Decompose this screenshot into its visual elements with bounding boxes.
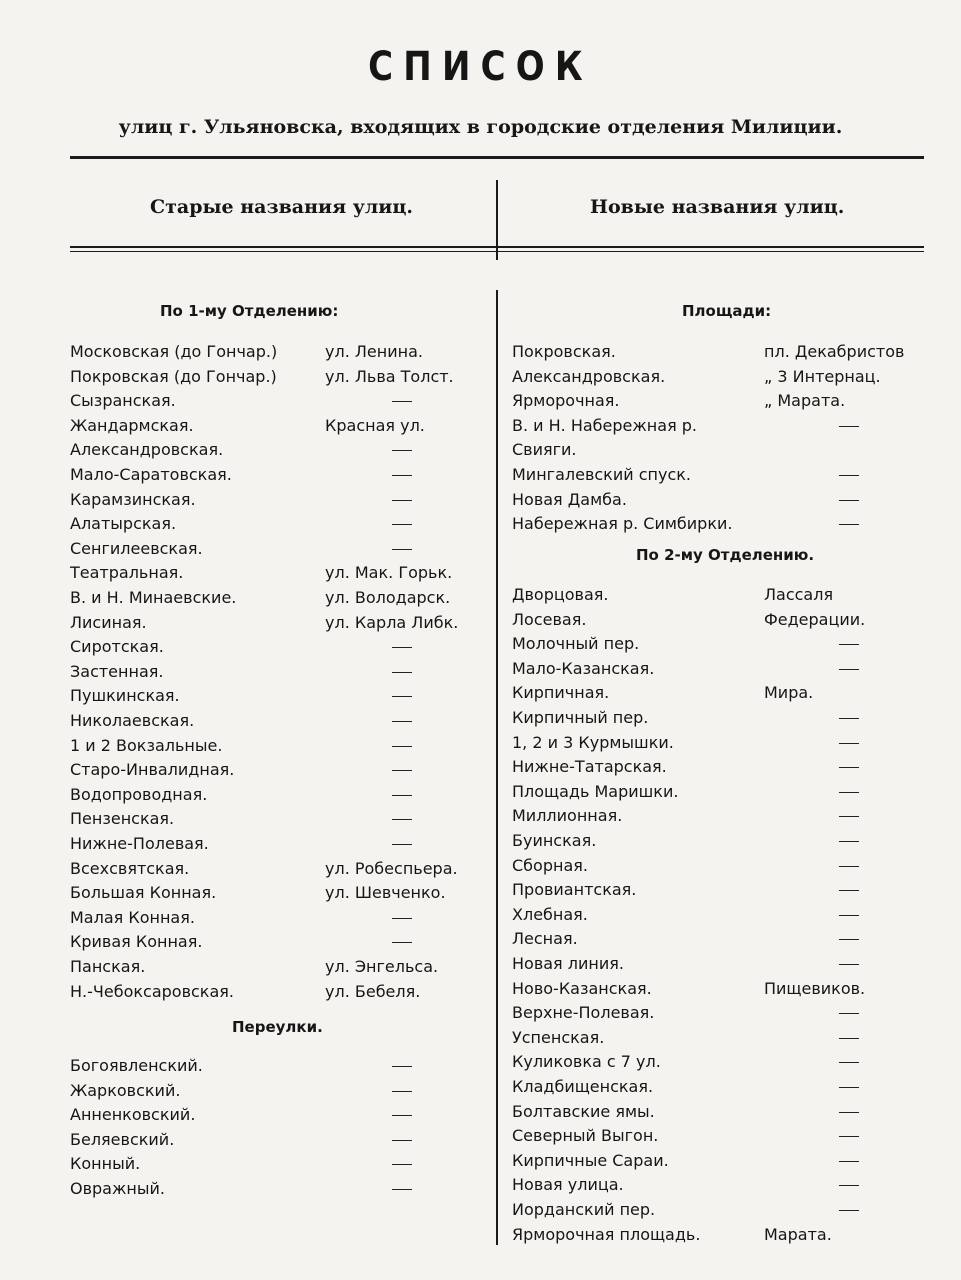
old-street-name: Панская. xyxy=(70,957,146,976)
old-street-name: Свияги. xyxy=(512,440,577,460)
new-street-name: „ Марата. xyxy=(764,391,846,411)
unchanged-dash xyxy=(392,746,412,747)
old-street-name: Мало-Казанская. xyxy=(512,658,655,678)
header-old-names: Старые названия улиц. xyxy=(150,196,414,218)
old-street-name: Н.-Чебоксаровская. xyxy=(70,981,234,1001)
old-street-name: Кривая Конная. xyxy=(70,932,203,952)
new-street-name: ул. Володарск. xyxy=(325,588,451,607)
old-street-name: Болтавские ямы. xyxy=(512,1101,655,1121)
old-street-name: Мало-Саратовская. xyxy=(70,465,232,484)
old-street-name: Хлебная. xyxy=(512,904,588,924)
unchanged-dash xyxy=(392,475,412,476)
old-street-name: Николаевская. xyxy=(70,711,195,730)
new-street-name: ул. Ленина. xyxy=(325,342,423,361)
page-title: СПИСОК xyxy=(368,44,593,90)
old-street-name: Большая Конная. xyxy=(70,883,217,903)
unchanged-dash xyxy=(839,743,859,744)
old-street-name: Жандармская. xyxy=(70,415,194,435)
header-new-names: Новые названия улиц. xyxy=(590,196,845,218)
old-street-name: Мингалевский спуск. xyxy=(512,465,691,484)
unchanged-dash xyxy=(392,696,412,697)
unchanged-dash xyxy=(839,939,859,940)
right-section-1-heading: Площади: xyxy=(682,302,772,320)
old-street-name: Александровская. xyxy=(70,440,224,460)
old-street-name: Буинская. xyxy=(512,831,597,850)
old-street-name: Ярморочная площадь. xyxy=(512,1224,701,1244)
new-street-name: ул. Робеспьера. xyxy=(325,858,458,878)
left-section-2-heading: Переулки. xyxy=(232,1018,323,1036)
unchanged-dash xyxy=(839,792,859,793)
old-street-name: Застенная. xyxy=(70,661,164,681)
new-street-name: Пищевиков. xyxy=(764,978,866,998)
new-street-name: ул. Мак. Горьк. xyxy=(325,563,453,583)
unchanged-dash xyxy=(392,942,412,943)
old-street-name: Нижне-Татарская. xyxy=(512,757,667,777)
unchanged-dash xyxy=(392,770,412,771)
unchanged-dash xyxy=(392,795,412,796)
old-street-name: Нижне-Полевая. xyxy=(70,834,209,853)
old-street-name: Старо-Инвалидная. xyxy=(70,760,235,780)
old-street-name: Новая линия. xyxy=(512,954,624,973)
unchanged-dash xyxy=(839,816,859,817)
unchanged-dash xyxy=(839,1185,859,1186)
unchanged-dash xyxy=(839,1087,859,1088)
unchanged-dash xyxy=(392,819,412,820)
new-street-name: пл. Декабристов xyxy=(764,342,905,361)
old-street-name: Сборная. xyxy=(512,855,588,875)
new-street-name: ул. Шевченко. xyxy=(325,883,446,903)
old-street-name: Карамзинская. xyxy=(70,489,196,509)
old-street-name: Ново-Казанская. xyxy=(512,978,652,998)
unchanged-dash xyxy=(392,844,412,845)
unchanged-dash xyxy=(392,672,412,673)
new-street-name: Красная ул. xyxy=(325,415,425,435)
old-street-name: Северный Выгон. xyxy=(512,1126,659,1146)
old-street-name: Набережная р. Симбирки. xyxy=(512,514,733,534)
old-street-name: Всехсвятская. xyxy=(70,858,190,878)
old-street-name: Пушкинская. xyxy=(70,686,180,706)
old-street-name: Куликовка с 7 ул. xyxy=(512,1052,661,1072)
old-street-name: Алатырская. xyxy=(70,514,177,534)
old-street-name: Александровская. xyxy=(512,366,666,386)
unchanged-dash xyxy=(392,1140,412,1141)
unchanged-dash xyxy=(392,450,412,451)
column-divider-upper xyxy=(496,180,498,260)
unchanged-dash xyxy=(839,475,859,476)
new-street-name: Лассаля xyxy=(764,585,834,604)
old-street-name: Малая Конная. xyxy=(70,907,195,927)
unchanged-dash xyxy=(839,524,859,525)
old-street-name: Кирпичный пер. xyxy=(512,708,649,727)
old-street-name: Ярморочная. xyxy=(512,391,620,411)
new-street-name: Мира. xyxy=(764,683,814,703)
old-street-name: Овражный. xyxy=(70,1179,165,1198)
old-street-name: Сиротская. xyxy=(70,637,164,657)
old-street-name: Московская (до Гончар.) xyxy=(70,342,278,361)
unchanged-dash xyxy=(839,1013,859,1014)
left-section-1-heading: По 1-му Отделению: xyxy=(160,302,339,320)
unchanged-dash xyxy=(839,669,859,670)
unchanged-dash xyxy=(839,644,859,645)
old-street-name: Кладбищенская. xyxy=(512,1077,654,1096)
new-street-name: ул. Энгельса. xyxy=(325,957,439,976)
unchanged-dash xyxy=(839,1112,859,1113)
old-street-name: Лисиная. xyxy=(70,612,147,632)
unchanged-dash xyxy=(839,964,859,965)
old-street-name: Сенгилеевская. xyxy=(70,538,203,558)
old-street-name: Кирпичные Сараи. xyxy=(512,1150,669,1170)
column-divider xyxy=(496,290,498,1245)
old-street-name: Новая улица. xyxy=(512,1175,624,1195)
unchanged-dash xyxy=(392,1066,412,1067)
unchanged-dash xyxy=(392,500,412,501)
old-street-name: В. и Н. Набережная р. xyxy=(512,415,698,435)
old-street-name: 1, 2 и 3 Курмышки. xyxy=(512,732,674,752)
old-street-name: Богоявленский. xyxy=(70,1056,203,1075)
old-street-name: Площадь Маришки. xyxy=(512,781,679,801)
unchanged-dash xyxy=(839,1136,859,1137)
unchanged-dash xyxy=(839,1161,859,1162)
old-street-name: Пензенская. xyxy=(70,809,175,829)
old-street-name: Успенская. xyxy=(512,1027,605,1047)
old-street-name: Миллионная. xyxy=(512,806,623,826)
unchanged-dash xyxy=(839,1062,859,1063)
right-section-2-heading: По 2-му Отделению. xyxy=(636,546,815,564)
unchanged-dash xyxy=(839,1210,859,1211)
new-street-name: ул. Льва Толст. xyxy=(325,366,454,386)
unchanged-dash xyxy=(839,866,859,867)
unchanged-dash xyxy=(839,841,859,842)
old-street-name: Иорданский пер. xyxy=(512,1200,656,1219)
unchanged-dash xyxy=(392,1115,412,1116)
old-street-name: Верхне-Полевая. xyxy=(512,1003,655,1023)
unchanged-dash xyxy=(839,767,859,768)
old-street-name: 1 и 2 Вокзальные. xyxy=(70,735,223,755)
unchanged-dash xyxy=(392,918,412,919)
old-street-name: Анненковский. xyxy=(70,1105,196,1125)
old-street-name: Покровская (до Гончар.) xyxy=(70,366,277,386)
unchanged-dash xyxy=(392,1091,412,1092)
unchanged-dash xyxy=(392,721,412,722)
new-street-name: „ 3 Интернац. xyxy=(764,366,881,386)
old-street-name: Водопроводная. xyxy=(70,784,208,804)
old-street-name: Кирпичная. xyxy=(512,683,610,703)
unchanged-dash xyxy=(839,500,859,501)
unchanged-dash xyxy=(392,647,412,648)
old-street-name: Беляевский. xyxy=(70,1129,175,1149)
old-street-name: Молочный пер. xyxy=(512,634,640,654)
old-street-name: Жарковский. xyxy=(70,1080,181,1100)
old-street-name: Покровская. xyxy=(512,342,616,361)
old-street-name: Театральная. xyxy=(70,563,184,583)
unchanged-dash xyxy=(839,1038,859,1039)
new-street-name: ул. Карла Либк. xyxy=(325,612,459,632)
old-street-name: Сызранская. xyxy=(70,391,176,411)
top-rule-thick xyxy=(70,156,924,159)
page-subtitle: улиц г. Ульяновска, входящих в городские отделения Милиции. xyxy=(118,116,843,138)
new-street-name: ул. Бебеля. xyxy=(325,981,421,1001)
unchanged-dash xyxy=(392,549,412,550)
unchanged-dash xyxy=(392,524,412,525)
unchanged-dash xyxy=(839,890,859,891)
unchanged-dash xyxy=(839,915,859,916)
unchanged-dash xyxy=(392,1164,412,1165)
unchanged-dash xyxy=(839,426,859,427)
new-street-name: Федерации. xyxy=(764,609,866,629)
old-street-name: Провиантская. xyxy=(512,880,637,900)
unchanged-dash xyxy=(839,718,859,719)
unchanged-dash xyxy=(392,401,412,402)
old-street-name: Дворцовая. xyxy=(512,585,609,604)
old-street-name: Конный. xyxy=(70,1154,141,1174)
new-street-name: Марата. xyxy=(764,1224,832,1244)
old-street-name: Лосевая. xyxy=(512,609,587,629)
unchanged-dash xyxy=(392,1189,412,1190)
old-street-name: Новая Дамба. xyxy=(512,489,627,509)
old-street-name: Лесная. xyxy=(512,929,578,949)
old-street-name: В. и Н. Минаевские. xyxy=(70,588,237,607)
